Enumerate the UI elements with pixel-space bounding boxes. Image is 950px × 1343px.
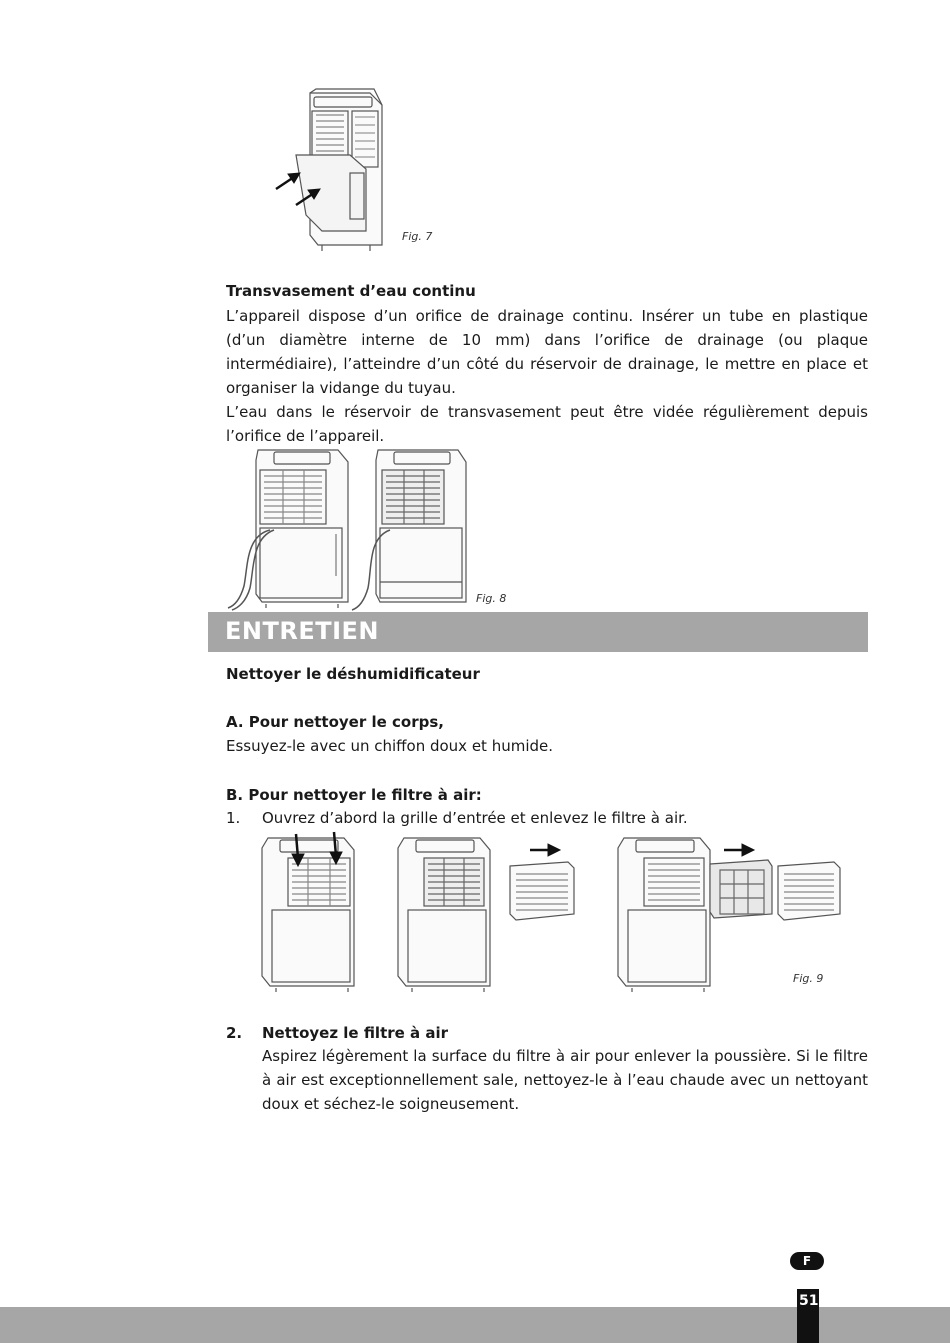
figure-8-caption: Fig. 8: [476, 592, 507, 605]
figure-8-illustration: [226, 446, 476, 610]
clean-body-text: Essuyez-le avec un chiffon doux et humide.: [226, 737, 554, 755]
page-number-box: [797, 1289, 819, 1343]
page-number: 51: [799, 1293, 819, 1309]
figure-7-illustration: [270, 85, 410, 253]
filter-step-2: [226, 1022, 868, 1122]
filter-step-2-number: 2.: [226, 1024, 243, 1042]
language-badge: F: [790, 1252, 824, 1270]
filter-step-2-text: Aspirez légèrement la surface du filtre à air pour enlever la poussière. Si le filtre à air est exceptionnellement sale, nettoyez-le à l’eau chaude avec un nettoyant doux et séchez-le soigneusement.: [262, 1047, 868, 1113]
figure-9-illustration: [258, 830, 848, 994]
filter-step-2-title: Nettoyez le filtre à air: [262, 1024, 449, 1042]
clean-filter-title: B. Pour nettoyer le filtre à air:: [226, 786, 482, 804]
figure-9-caption: Fig. 9: [793, 972, 824, 985]
filter-step-1: [226, 806, 868, 830]
continuous-drain-title: Transvasement d’eau continu: [226, 282, 476, 300]
continuous-drain-paragraph-2: L’eau dans le réservoir de transvasement peut être vidée régulièrement depuis l’orifice de l’appareil.: [226, 403, 868, 445]
continuous-drain-paragraph-1: L’appareil dispose d’un orifice de drainage continu. Insérer un tube en plastique (d’un diamètre interne de 10 mm) dans l’orifice de drainage (ou plaque intermédiaire), l’atteindre d’un côté du réservoir de drainage, le mettre en place et organiser la vidange du tuyau.: [226, 307, 868, 397]
cleaning-title: Nettoyer le déshumidificateur: [226, 665, 480, 683]
section-title: ENTRETIEN: [225, 617, 380, 645]
clean-body-title: A. Pour nettoyer le corps,: [226, 713, 444, 731]
filter-step-1-number: 1.: [226, 809, 241, 827]
figure-7-caption: Fig. 7: [402, 230, 433, 243]
filter-step-1-text: Ouvrez d’abord la grille d’entrée et enlevez le filtre à air.: [262, 809, 688, 827]
section-header-bar: [208, 612, 868, 652]
